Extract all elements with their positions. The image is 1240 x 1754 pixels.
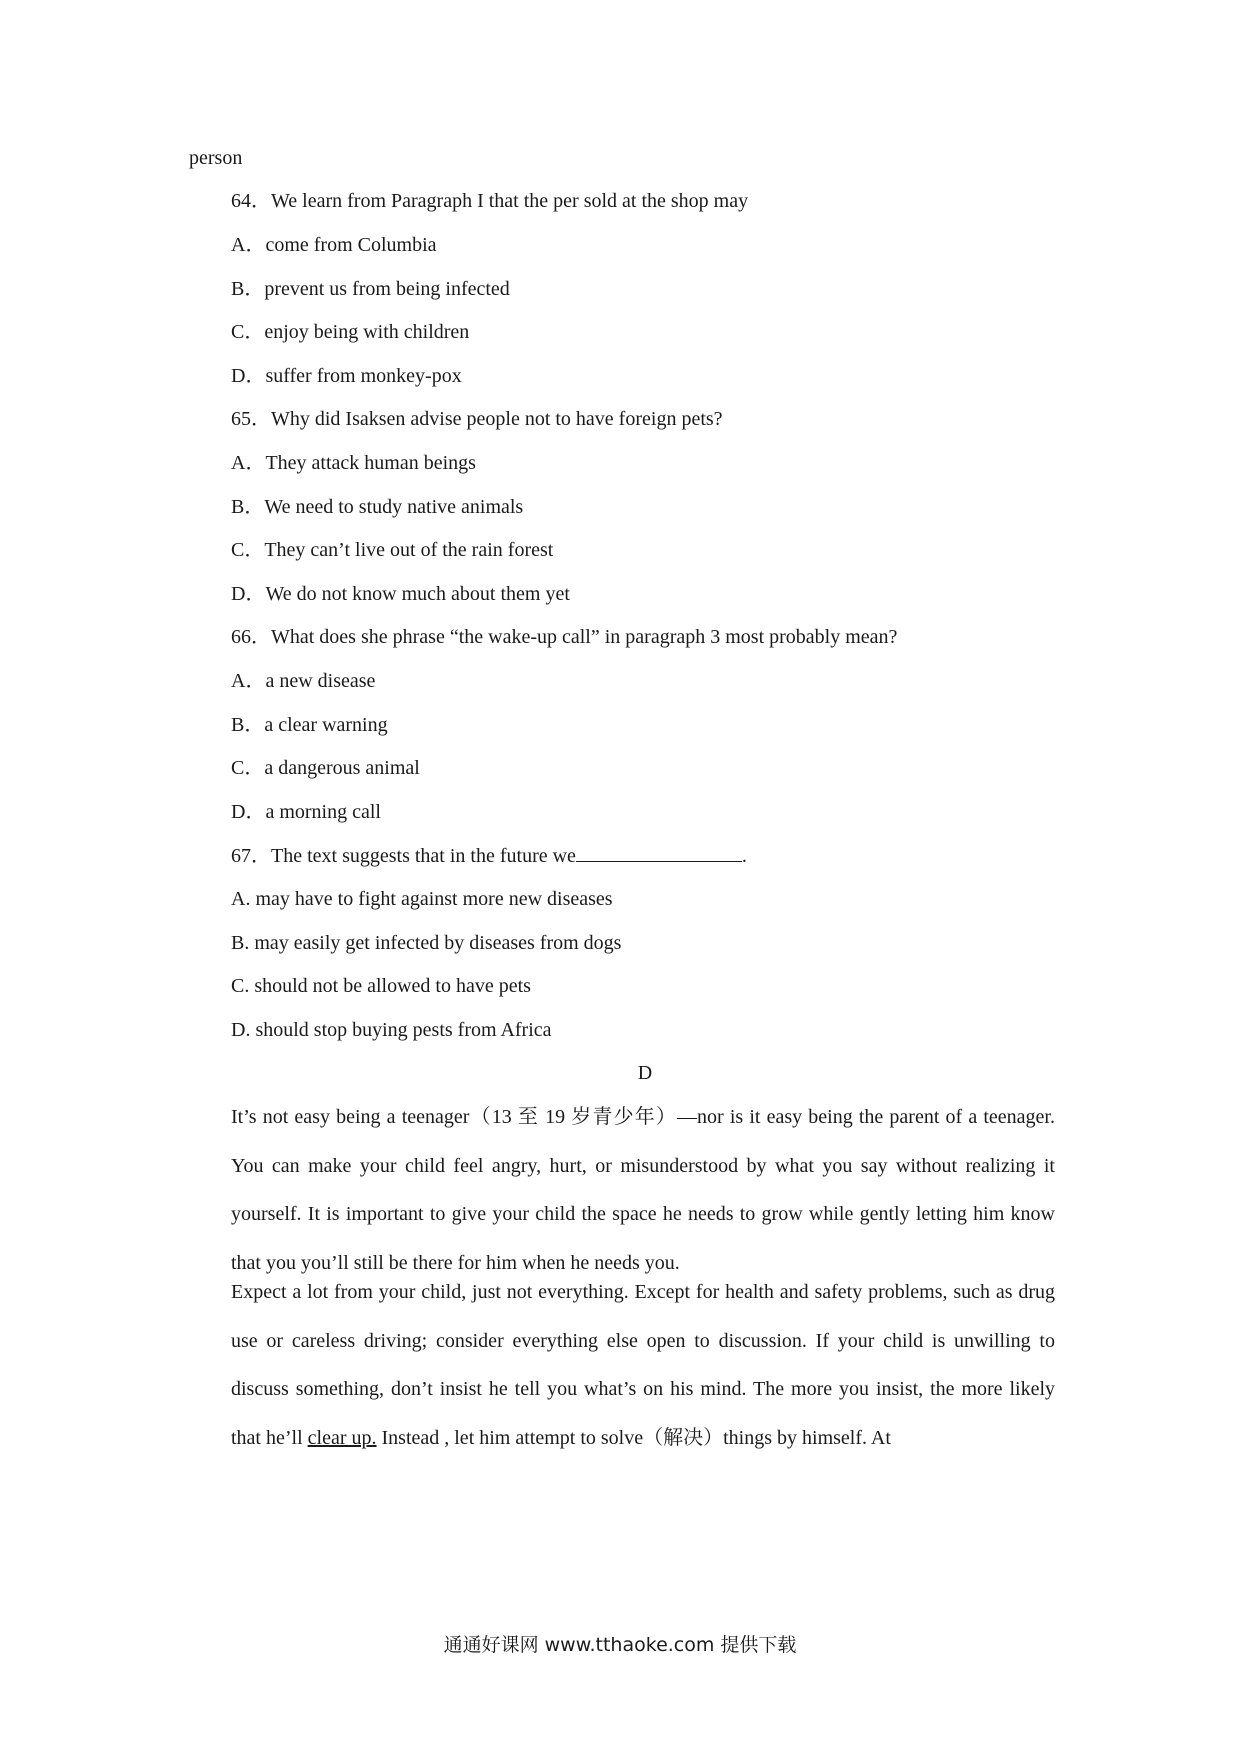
passage-paragraph-1 xyxy=(189,1093,1055,1287)
section-heading: D xyxy=(637,1062,653,1084)
underlined-phrase: clear up. xyxy=(307,1426,377,1449)
question-67-option-a: A. may have to fight against more new diseases xyxy=(231,888,613,910)
question-66-option-b: B．a clear warning xyxy=(231,714,388,736)
question-65-option-a: A．They attack human beings xyxy=(231,452,476,474)
question-64-option-b: B．prevent us from being infected xyxy=(231,278,510,300)
question-66-option-a: A．a new disease xyxy=(231,670,376,692)
question-64-option-c: C．enjoy being with children xyxy=(231,321,470,343)
page-footer: 通通好课网 www.tthaoke.com 提供下载 xyxy=(443,1634,797,1656)
passage-paragraph-2-body xyxy=(189,1268,1055,1462)
passage-paragraph-2 xyxy=(189,1268,1055,1462)
passage-paragraph-1-text: It’s not easy being a teenager（13 至 19 岁青少年）—nor is it easy being the parent of a teenager. You can make your child feel angry, hurt, or misunderstood by what you say without realizing it yourself. It is important to give your child the space he needs to grow while gently letting him know that you you’ll still be there for him when he needs you. xyxy=(231,1106,1055,1274)
question-67-stem-end: . xyxy=(741,845,747,867)
answer-blank xyxy=(576,843,742,862)
page-top-fragment: person xyxy=(189,147,243,169)
question-67-stem-text: 67．The text suggests that in the future we xyxy=(231,845,576,867)
question-64-option-d: D．suffer from monkey-pox xyxy=(231,365,462,387)
question-65-option-b: B．We need to study native animals xyxy=(231,496,524,518)
question-66-option-d: D．a morning call xyxy=(231,801,381,823)
question-67-option-b: B. may easily get infected by diseases from dogs xyxy=(231,932,622,954)
passage-paragraph-2-text: Expect a lot from your child, just not everything. Except for health and safety problems, such as drug use or careless driving; consider everything else open to discussion. If your child is unwilling to discuss something, don’t insist he tell you what’s on his mind. The more you insist, the more likely that he’ll xyxy=(231,1281,1055,1449)
question-64-option-a: A．come from Columbia xyxy=(231,234,437,256)
question-64-stem: 64．We learn from Paragraph I that the per sold at the shop may xyxy=(231,190,749,212)
question-66-option-c: C．a dangerous animal xyxy=(231,757,420,779)
passage-paragraph-2-continuation: Instead , let him attempt to solve（解决）things by himself. At xyxy=(376,1426,891,1449)
question-65-stem: 65．Why did Isaksen advise people not to have foreign pets? xyxy=(231,408,723,430)
question-65-option-d: D．We do not know much about them yet xyxy=(231,583,570,605)
question-65-option-c: C．They can’t live out of the rain forest xyxy=(231,539,554,561)
question-67-option-c: C. should not be allowed to have pets xyxy=(231,975,531,997)
question-67-option-d: D. should stop buying pests from Africa xyxy=(231,1019,552,1041)
question-66-stem: 66．What does she phrase “the wake-up call” in paragraph 3 most probably mean? xyxy=(231,626,898,648)
question-67-stem xyxy=(231,843,747,868)
